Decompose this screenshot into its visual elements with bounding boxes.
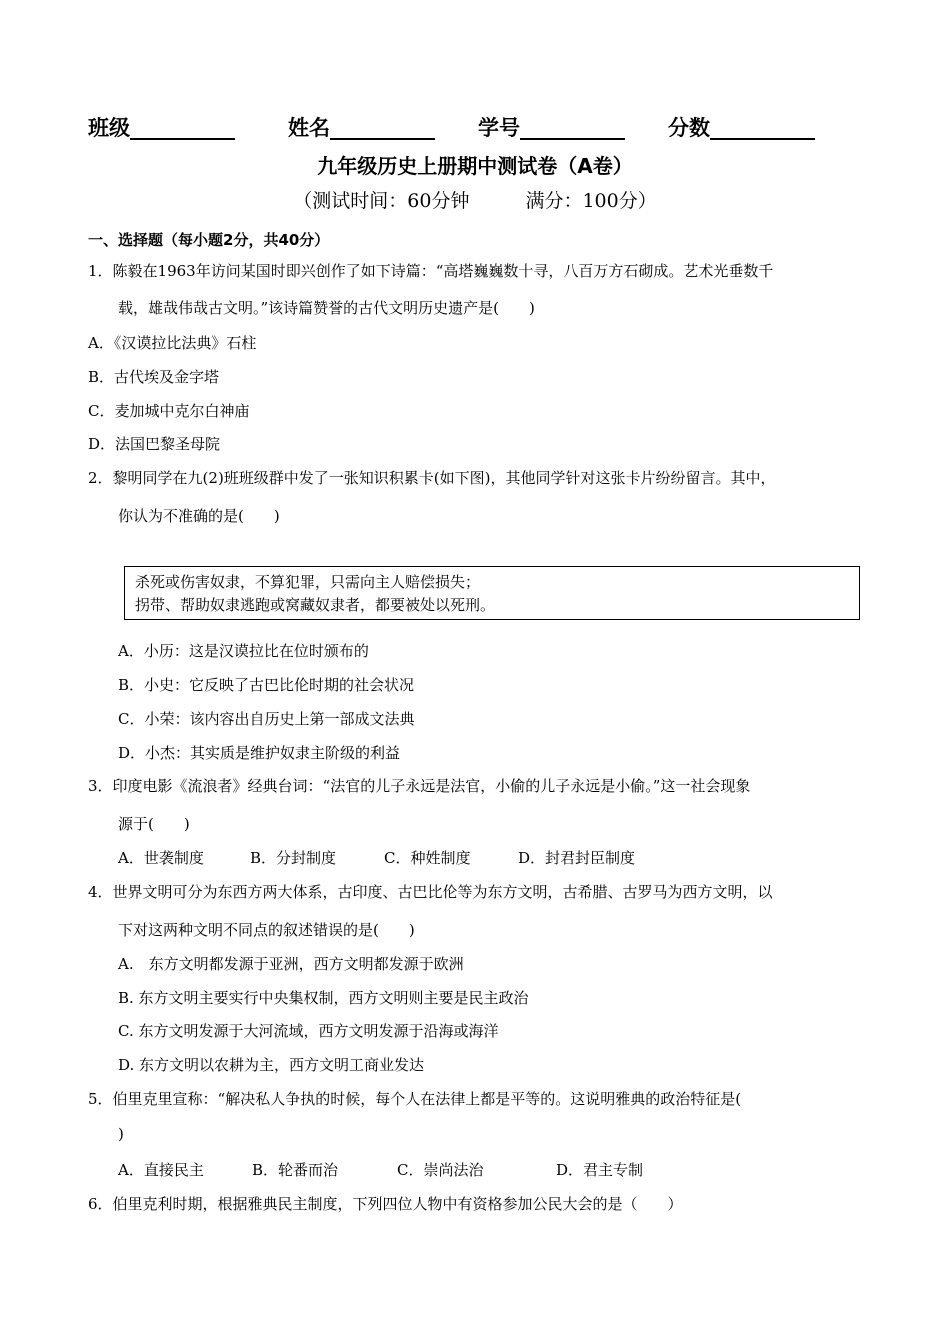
question-3-option-b: B．分封制度 xyxy=(250,849,337,867)
question-2-line1: 2．黎明同学在九(2)班班级群中发了一张知识积累卡(如下图)，其他同学针对这张卡片纷纷留言。其中， xyxy=(88,469,776,487)
question-3-line2: 源于( ) xyxy=(118,815,190,833)
question-2-option-b: B．小史：它反映了古巴比伦时期的社会状况 xyxy=(118,676,415,694)
question-3-option-c: C．种姓制度 xyxy=(384,849,471,867)
question-4-option-c: C. 东方文明发源于大河流域，西方文明发源于沿海或海洋 xyxy=(118,1022,499,1040)
question-6-line1: 6．伯里克利时期，根据雅典民主制度，下列四位人物中有资格参加公民大会的是（ ） xyxy=(88,1195,683,1213)
question-4-line1: 4．世界文明可分为东西方两大体系，古印度、古巴比伦等为东方文明，古希腊、古罗马为西方文明，以 xyxy=(88,883,773,901)
question-1-line1: 1．陈毅在1963年访问某国时即兴创作了如下诗篇：“高塔巍巍数十寻，八百万方石砌成。艺术光垂数千 xyxy=(88,262,774,280)
knowledge-card-line2: 拐带、帮助奴隶逃跑或窝藏奴隶者，都要被处以死刑。 xyxy=(135,596,496,614)
question-2-line2: 你认为不准确的是( ) xyxy=(118,507,280,525)
exam-title: 九年级历史上册期中测试卷（A卷） xyxy=(317,154,633,178)
section-heading-choice: 一、选择题（每小题2分，共40分） xyxy=(88,231,330,249)
question-5-line1: 5．伯里克里宣称：“解决私人争执的时候，每个人在法律上都是平等的。这说明雅典的政治特征是( xyxy=(88,1090,742,1108)
score-field: 分数__________ xyxy=(668,116,815,140)
question-5-option-c: C．崇尚法治 xyxy=(397,1161,484,1179)
question-4-option-b: B. 东方文明主要实行中央集权制，西方文明则主要是民主政治 xyxy=(118,989,529,1007)
question-5-option-b: B．轮番而治 xyxy=(252,1161,339,1179)
question-4-option-d: D. 东方文明以农耕为主，西方文明工商业发达 xyxy=(118,1056,425,1074)
question-3-option-a: A．世袭制度 xyxy=(118,849,204,867)
class-field: 班级__________ xyxy=(88,116,235,140)
question-5-option-a: A．直接民主 xyxy=(118,1161,204,1179)
question-3-option-d: D．封君封臣制度 xyxy=(518,849,636,867)
exam-time: （测试时间：60分钟 xyxy=(293,190,470,212)
question-1-option-d: D．法国巴黎圣母院 xyxy=(88,435,221,453)
exam-subtitle xyxy=(0,186,950,213)
question-4-line2: 下对这两种文明不同点的叙述错误的是( ) xyxy=(118,921,415,939)
knowledge-card xyxy=(124,566,860,620)
student-number-field: 学号__________ xyxy=(478,116,625,140)
question-2-option-c: C．小荣：该内容出自历史上第一部成文法典 xyxy=(118,710,415,728)
question-4-option-a: A. 东方文明都发源于亚洲，西方文明都发源于欧洲 xyxy=(118,955,464,973)
question-1-option-a: A．《汉谟拉比法典》石柱 xyxy=(88,334,257,352)
question-5-line2: ) xyxy=(118,1125,124,1143)
knowledge-card-line1: 杀死或伤害奴隶，不算犯罪，只需向主人赔偿损失； xyxy=(135,573,481,591)
question-2-option-d: D．小杰：其实质是维护奴隶主阶级的利益 xyxy=(118,744,401,762)
question-1-option-c: C．麦加城中克尔白神庙 xyxy=(88,402,250,420)
question-5-option-d: D．君主专制 xyxy=(556,1161,644,1179)
name-field: 姓名__________ xyxy=(288,116,435,140)
question-3-line1: 3．印度电影《流浪者》经典台词：“法官的儿子永远是法官，小偷的儿子永远是小偷。”这一社会现象 xyxy=(88,777,751,795)
question-1-option-b: B．古代埃及金字塔 xyxy=(88,368,220,386)
exam-full-score: 满分：100分） xyxy=(525,190,657,212)
question-1-line2: 载，雄哉伟哉古文明。”该诗篇赞誉的古代文明历史遗产是( ) xyxy=(118,299,535,317)
question-2-option-a: A．小历：这是汉谟拉比在位时颁布的 xyxy=(118,642,369,660)
